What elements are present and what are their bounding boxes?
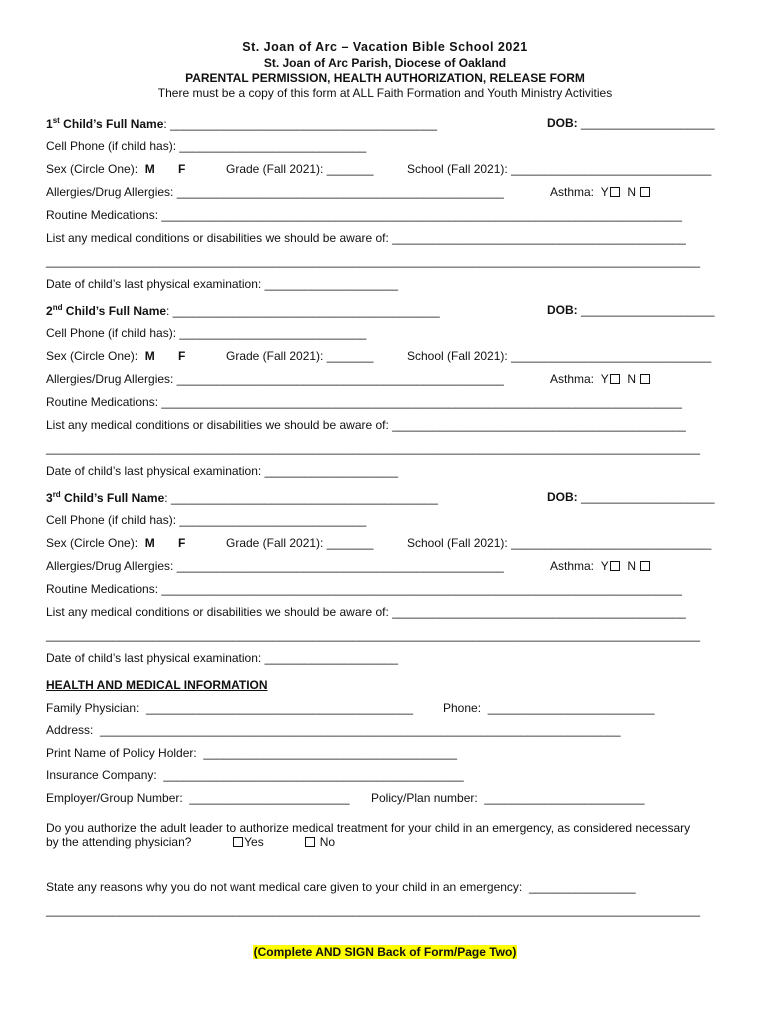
child-routine-meds-field[interactable] [46,208,682,222]
child-full-name-blank[interactable]: ________________________________________ [170,491,438,505]
child-number: 2 [46,304,53,318]
employer-field[interactable] [46,791,350,805]
child-full-name-field[interactable]: 3rd Child’s Full Name: ________________________________________ [46,490,438,505]
child-number-suffix: rd [52,490,61,499]
policy-holder-blank[interactable]: ______________________________________ [200,746,458,760]
child-routine-meds-blank[interactable]: ______________________________________________________________________________ [161,582,682,596]
child-grade-label: Grade (Fall 2021): [226,162,324,176]
policy-holder-field[interactable] [46,746,457,760]
insurance-field[interactable] [46,768,464,782]
child-sex-field[interactable] [46,349,185,363]
child-sex-label: Sex (Circle One): [46,536,139,550]
child-sex-m-option[interactable]: M [144,536,155,550]
child-number: 3 [46,491,53,505]
child-grade-blank[interactable]: _______ [326,162,374,176]
child-asthma-y-checkbox[interactable] [610,374,620,384]
policy-number-blank[interactable]: ________________________ [481,791,645,805]
child-school-label: School (Fall 2021): [407,536,508,550]
address-field[interactable] [46,723,621,737]
authorize-yes-label: Yes [244,835,264,849]
child-full-name-blank[interactable]: ________________________________________ [172,304,440,318]
child-school-blank[interactable]: ______________________________ [511,536,712,550]
child-conditions-label: List any medical conditions or disabilities we should be aware of: [46,231,389,245]
child-conditions-blank[interactable]: ____________________________________________ [392,418,686,432]
child-asthma-n-checkbox[interactable] [640,561,650,571]
child-asthma-n-label: N [627,185,637,199]
child-cell-phone-label: Cell Phone (if child has): [46,326,177,340]
child-asthma-y-label: Y [600,559,609,573]
child-grade-label: Grade (Fall 2021): [226,349,324,363]
child-last-physical-label: Date of child’s last physical examination: [46,651,262,665]
child-cell-phone-label: Cell Phone (if child has): [46,139,177,153]
child-cell-phone-field[interactable] [46,139,366,153]
child-dob-field[interactable] [547,303,715,317]
child-dob-field[interactable] [547,490,715,504]
child-last-physical-field[interactable] [46,651,398,665]
child-conditions-blank-line2[interactable]: __________________________________________________________________________________________________ [46,254,701,268]
phone-label: Phone: [443,701,482,715]
child-grade-field[interactable] [226,349,373,363]
child-asthma-field [550,559,651,573]
child-full-name-field[interactable]: 2nd Child’s Full Name: ________________________________________ [46,303,440,318]
child-grade-field[interactable] [226,536,373,550]
child-conditions-blank-line2[interactable]: __________________________________________________________________________________________________ [46,441,701,455]
child-school-field[interactable] [407,349,711,363]
child-allergies-blank[interactable]: _________________________________________________ [176,372,504,386]
child-routine-meds-label: Routine Medications: [46,395,159,409]
insurance-blank[interactable]: _____________________________________________ [160,768,464,782]
authorize-question-cont [46,835,335,849]
policy-number-label: Policy/Plan number: [371,791,478,805]
child-grade-blank[interactable]: _______ [326,349,374,363]
form-note: There must be a copy of this form at ALL Faith Formation and Youth Ministry Activities [157,86,613,100]
child-sex-m-option[interactable]: M [144,162,155,176]
address-blank[interactable]: ______________________________________________________________________________ [96,723,621,737]
child-allergies-field[interactable] [46,185,504,199]
child-school-field[interactable] [407,162,711,176]
child-conditions-label: List any medical conditions or disabilities we should be aware of: [46,418,389,432]
child-asthma-label: Asthma: [550,185,595,199]
child-routine-meds-blank[interactable]: ______________________________________________________________________________ [161,395,682,409]
child-asthma-y-checkbox[interactable] [610,187,620,197]
child-dob-field[interactable] [547,116,715,130]
child-sex-m-option[interactable]: M [144,349,155,363]
child-routine-meds-label: Routine Medications: [46,582,159,596]
child-routine-meds-blank[interactable]: ______________________________________________________________________________ [161,208,682,222]
health-section-title: HEALTH AND MEDICAL INFORMATION [46,678,268,692]
child-cell-phone-label: Cell Phone (if child has): [46,513,177,527]
child-last-physical-field[interactable] [46,277,398,291]
child-dob-label: DOB: [547,490,578,504]
child-full-name-field[interactable]: 1st Child’s Full Name: ________________________________________ [46,116,438,131]
child-asthma-label: Asthma: [550,559,595,573]
child-dob-blank[interactable]: ____________________ [581,116,715,130]
child-full-name-label: Child’s Full Name [60,491,165,505]
child-dob-label: DOB: [547,303,578,317]
authorize-question: Do you authorize the adult leader to authorize medical treatment for your child in an emergency, as considered necessary [46,821,691,835]
child-asthma-label: Asthma: [550,372,595,386]
child-asthma-y-label: Y [600,372,609,386]
child-last-physical-blank[interactable]: ____________________ [264,464,399,478]
child-allergies-blank[interactable]: _________________________________________________ [176,185,504,199]
physician-field[interactable] [46,701,413,715]
employer-label: Employer/Group Number: [46,791,183,805]
child-asthma-y-checkbox[interactable] [610,561,620,571]
child-number-suffix: st [52,116,60,125]
child-grade-field[interactable] [226,162,373,176]
reasons-field[interactable] [46,880,636,894]
footer-instruction-wrap [0,945,770,959]
child-last-physical-field[interactable] [46,464,398,478]
child-number: 1 [46,117,53,131]
child-conditions-label: List any medical conditions or disabilities we should be aware of: [46,605,389,619]
child-cell-phone-field[interactable] [46,326,366,340]
child-conditions-field[interactable] [46,605,686,619]
child-routine-meds-field[interactable] [46,582,682,596]
child-asthma-n-checkbox[interactable] [640,187,650,197]
child-sex-f-option[interactable]: F [178,349,186,363]
address-label: Address: [46,723,94,737]
child-dob-blank[interactable]: ____________________ [581,490,715,504]
child-asthma-n-label: N [627,559,637,573]
form-title: St. Joan of Arc – Vacation Bible School 2021 [242,40,528,54]
child-sex-f-option[interactable]: F [178,536,186,550]
child-cell-phone-blank[interactable]: ____________________________ [179,513,367,527]
physician-label: Family Physician: [46,701,140,715]
child-asthma-n-label: N [627,372,637,386]
child-allergies-label: Allergies/Drug Allergies: [46,559,174,573]
child-allergies-field[interactable] [46,559,504,573]
authorize-no-checkbox[interactable] [305,837,315,847]
authorize-yes-checkbox[interactable] [233,837,243,847]
authorize-no-label: No [319,835,336,849]
child-dob-blank[interactable]: ____________________ [581,303,715,317]
child-grade-blank[interactable]: _______ [326,536,374,550]
child-sex-label: Sex (Circle One): [46,349,139,363]
phone-field[interactable] [443,701,655,715]
employer-blank[interactable]: ________________________ [186,791,350,805]
child-allergies-field[interactable] [46,372,504,386]
phone-blank[interactable]: _________________________ [484,701,655,715]
child-conditions-blank[interactable]: ____________________________________________ [392,605,686,619]
form-name: PARENTAL PERMISSION, HEALTH AUTHORIZATION, RELEASE FORM [185,71,585,85]
child-sex-label: Sex (Circle One): [46,162,139,176]
child-allergies-label: Allergies/Drug Allergies: [46,372,174,386]
physician-blank[interactable]: ________________________________________ [142,701,413,715]
policy-number-field[interactable] [371,791,645,805]
child-conditions-blank-line2[interactable]: __________________________________________________________________________________________________ [46,628,701,642]
insurance-label: Insurance Company: [46,768,157,782]
child-cell-phone-blank[interactable]: ____________________________ [179,326,367,340]
reasons-blank[interactable]: ________________ [525,880,636,894]
child-sex-field[interactable] [46,536,185,550]
child-asthma-field [550,185,651,199]
child-asthma-y-label: Y [600,185,609,199]
child-allergies-blank[interactable]: _________________________________________________ [176,559,504,573]
child-number-suffix: nd [52,303,63,312]
policy-holder-label: Print Name of Policy Holder: [46,746,197,760]
parish-name: St. Joan of Arc Parish, Diocese of Oakland [263,56,507,70]
child-asthma-n-checkbox[interactable] [640,374,650,384]
child-allergies-label: Allergies/Drug Allergies: [46,185,174,199]
child-sex-field[interactable] [46,162,185,176]
authorize-question-line2: by the attending physician? [46,835,192,849]
child-conditions-field[interactable] [46,231,686,245]
child-conditions-blank[interactable]: ____________________________________________ [392,231,686,245]
child-last-physical-label: Date of child’s last physical examination: [46,277,262,291]
child-routine-meds-label: Routine Medications: [46,208,159,222]
child-school-label: School (Fall 2021): [407,349,508,363]
child-full-name-blank[interactable]: ________________________________________ [170,117,438,131]
child-last-physical-blank[interactable]: ____________________ [264,277,399,291]
child-last-physical-label: Date of child’s last physical examination: [46,464,262,478]
child-cell-phone-field[interactable] [46,513,366,527]
child-school-field[interactable] [407,536,711,550]
child-cell-phone-blank[interactable]: ____________________________ [179,139,367,153]
child-asthma-field [550,372,651,386]
child-routine-meds-field[interactable] [46,395,682,409]
reasons-blank-line2[interactable]: __________________________________________________________________________________________________ [46,903,701,917]
child-grade-label: Grade (Fall 2021): [226,536,324,550]
child-last-physical-blank[interactable]: ____________________ [264,651,399,665]
reasons-label: State any reasons why you do not want medical care given to your child in an emergency: [46,880,523,894]
child-sex-f-option[interactable]: F [178,162,186,176]
child-school-blank[interactable]: ______________________________ [511,162,712,176]
footer-instruction: (Complete AND SIGN Back of Form/Page Two) [253,945,517,959]
child-school-blank[interactable]: ______________________________ [511,349,712,363]
child-full-name-label: Child’s Full Name [59,117,164,131]
child-full-name-label: Child’s Full Name [62,304,167,318]
child-conditions-field[interactable] [46,418,686,432]
child-dob-label: DOB: [547,116,578,130]
child-school-label: School (Fall 2021): [407,162,508,176]
